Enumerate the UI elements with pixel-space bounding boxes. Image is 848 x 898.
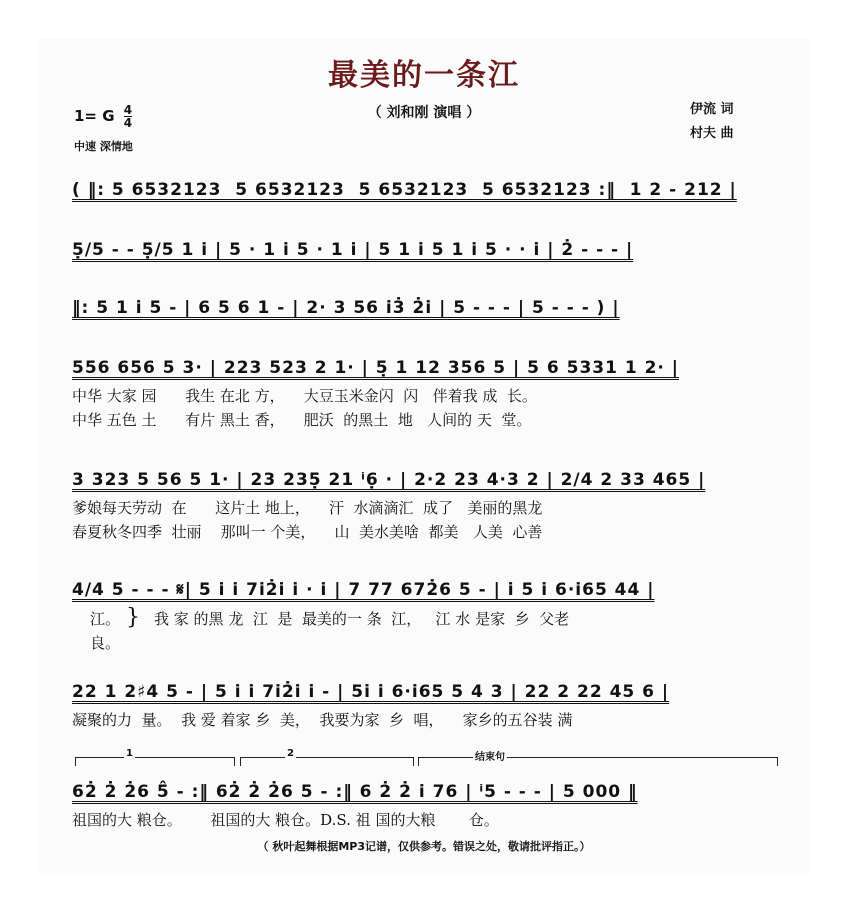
lyrics-chorus: 我 家 的黑 龙 江 是 最美的一 条 江， 江 水 是家 乡 父老 <box>154 610 570 628</box>
notes-line: 5̣/5 - - 5̣/5 1 i̇ | 5 · 1 i̇ 5 · 1 i̇ | 5 1 i̇ 5 1 i̇ 5 · · i̇ | 2̇ - - - | <box>72 240 634 260</box>
notes-line: ‖: 5 1 i̇ 5 - | 6 5 6 1 - | 2· 3 56 i̇3̇ 2̇i̇ | 5 - - - | 5 - - - ) | <box>72 298 620 318</box>
lyrics-final: 祖国的大 粮仓。 祖国的大 粮仓。D.S. 祖 国的大粮 仓。 <box>72 811 499 829</box>
system-3 <box>72 298 778 318</box>
system-7 <box>72 682 778 732</box>
system-1 <box>72 180 778 200</box>
key-label: 1= G <box>74 107 115 125</box>
system-6 <box>72 580 778 655</box>
notes-line: 3 323 5 56 5 1· | 23 235̣ 21 ⁱ6̣ · | 2·2 23 4·3 2 | 2/4 2 33 465 | <box>72 470 706 490</box>
ending-phrase-bracket: 结束句 <box>418 757 778 766</box>
volta-1: 1 <box>75 757 235 766</box>
volta-2: 2 <box>240 757 414 766</box>
notes-line: 62̇ 2̇ 2̇6 5̂ - :‖ 62̇ 2̇ 2̇6 5 - :‖ 6 2̇ 2̇ i̇ 76 | ⁱ5 - - - | 5 000 ‖ <box>72 782 638 802</box>
lyrics-row <box>72 606 778 655</box>
composer: 村夫 曲 <box>690 126 734 141</box>
time-signature: $\frac{4}{4}$ <box>123 103 133 130</box>
credits <box>690 98 734 146</box>
song-title: 最美的一条江 <box>328 58 520 93</box>
notes-line: ( ‖: 5 6532123 5 6532123 5 6532123 5 6532123 :‖ 1 2 - 212 | <box>72 180 737 200</box>
lyrics-verse-1: 中华 大家 园 我生 在北 方， 大豆玉米金闪 闪 伴着我 成 长。 <box>72 387 537 405</box>
lyrics-verse-2: 春夏秋冬四季 壮丽 那叫一 个美， 山 美水美啥 都美 人美 心善 <box>72 523 543 541</box>
system-4 <box>72 358 778 432</box>
brace: } <box>126 605 141 630</box>
notes-line: 22 1 2♯4 5 - | 5 i̇ i̇ 7i̇2̇i̇ i̇ - | 5i̇ i̇ 6·i̇65 5 4 3 | 22 2 22 45 6 | <box>72 682 670 702</box>
lyrics-verse-1: 爹娘每天劳动 在 这片土 地上， 汗 水滴滴汇 成了 美丽的黑龙 <box>72 499 543 517</box>
key-signature <box>74 104 132 129</box>
lyrics-chorus: 凝聚的力 量。 我 爱 着家 乡 美， 我要为家 乡 唱， 家乡的五谷装 满 <box>72 711 573 729</box>
system-8 <box>72 782 778 832</box>
lyrics-verse-2: 中华 五色 土 有片 黑土 香， 肥沃 的黑土 地 人间的 天 堂。 <box>72 411 532 429</box>
notes-line: 4/4 5 - - - 𝄋| 5 i̇ i̇ 7i̇2̇i̇ i̇ · i̇ | 7 77 672̇6 5 - | i̇ 5 i̇ 6·i̇65 44 | <box>72 580 655 600</box>
lyricist: 伊流 词 <box>690 102 734 117</box>
notes-line: 556 656 5 3· | 223 523 2 1· | 5̣ 1 12 356 5 | 5 6 5331 1 2· | <box>72 358 680 378</box>
system-5 <box>72 470 778 544</box>
verse-endings: 江。 良。 <box>90 610 121 652</box>
transcriber-footnote: （ 秋叶起舞根据MP3记谱，仅供参考。错误之处，敬请批评指正。） <box>257 840 591 853</box>
score-page <box>38 38 810 873</box>
tempo-marking: 中速 深情地 <box>74 140 133 153</box>
performer: （ 刘和刚 演唱 ） <box>367 105 481 121</box>
system-2 <box>72 240 778 260</box>
